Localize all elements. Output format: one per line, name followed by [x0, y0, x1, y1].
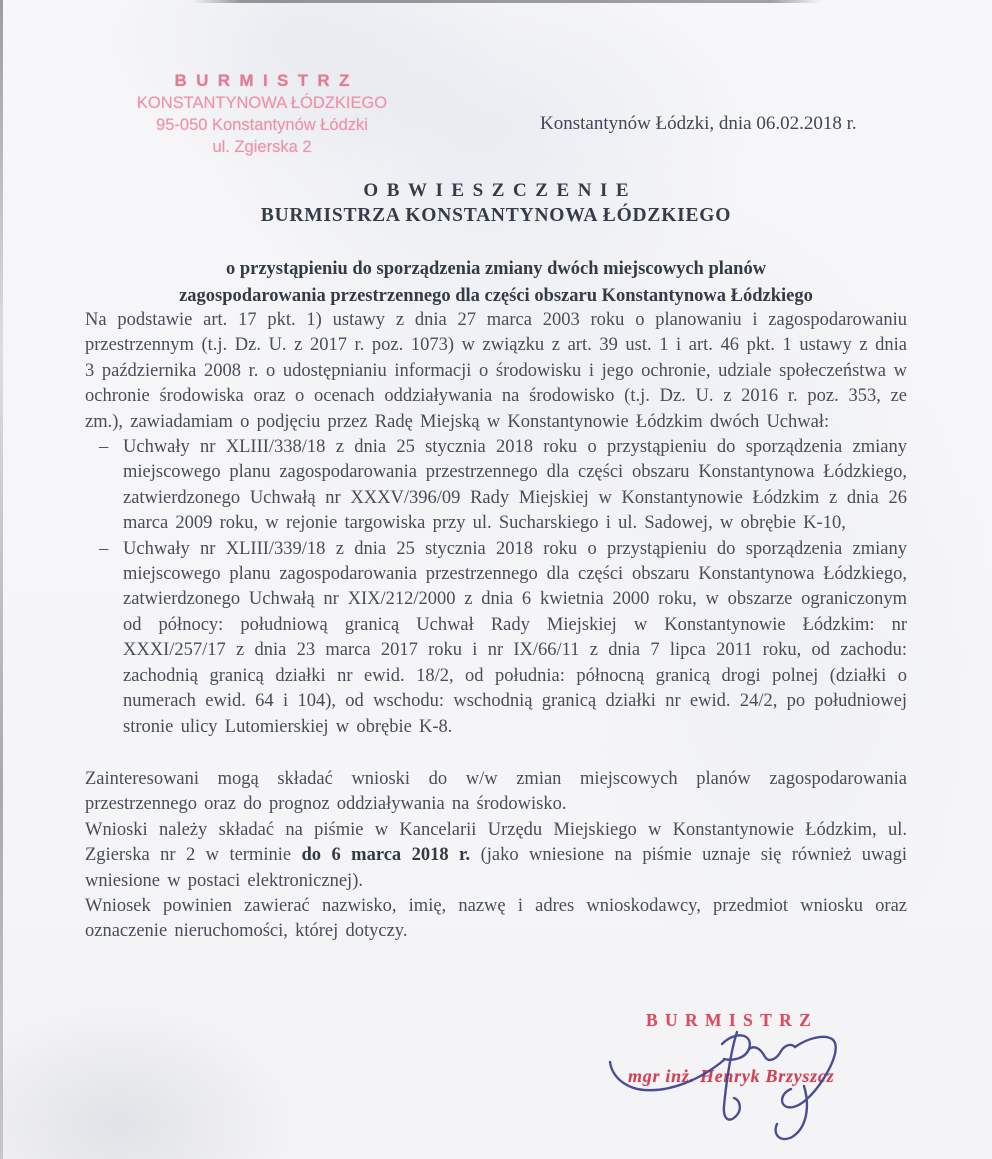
resolution-item-1-text: Uchwały nr XLIII/338/18 z dnia 25 stycznia 2018 roku o przystąpieniu do sporządzenia zmiany miejscowego planu zagospodarowania przestrzennego dla części obszaru Konstantynowa Łódzkiego, zatwierdzonego Uchwałą nr XXXV/396/09 Rady Miejskiej w Konstantynowie Łódzkim z dnia 26 marca 2009 roku, w rejonie targowiska przy ul. Sucharskiego i ul. Sadowej, w obrębie K-10,: [123, 437, 907, 534]
resolution-item-2: [85, 537, 907, 740]
closing-paragraph-3: Wniosek powinien zawierać nazwisko, imię, nazwę i adres wnioskodawcy, przedmiot wniosku oraz oznaczenie nieruchomości, której dotyczy.: [85, 895, 907, 942]
closing-paragraph-2: [85, 818, 907, 894]
paragraph-spacer: [85, 740, 907, 767]
scan-edge-artifact-top: [192, 0, 822, 3]
document-subject: [0, 256, 992, 310]
signatory-name-stamp: mgr inż. Henryk Brzyszcz: [628, 1066, 835, 1086]
sender-office-stamp: [112, 70, 412, 158]
subject-line-2: zagospodarowania przestrzennego dla części obszaru Konstantynowa Łódzkiego: [179, 286, 813, 306]
subject-line-1: o przystąpieniu do sporządzenia zmiany dwóch miejscowych planów: [225, 259, 767, 279]
resolution-item-2-text: Uchwały nr XLIII/339/18 z dnia 25 stycznia 2018 roku o przystąpieniu do sporządzenia zmiany miejscowego planu zagospodarowania przestrzennego dla części obszaru Konstantynowa Łódzkiego, zatwierdzonego Uchwałą nr XIX/212/2000 z dnia 6 kwietnia 2000 roku, w obszarze ograniczonym od północy: południową granicą Uchwał Rady Miejskiej w Konstantynowie Łódzkim: nr XXXI/257/17 z dnia 23 marca 2017 roku i nr IX/66/11 z dnia 7 lipca 2011 roku, od zachodu: zachodnią granicą działki nr ewid. 18/2, od południa: północną granicą drogi polnej (działki o numerach ewid. 64 i 104), od wschodu: wschodnią granicą działki nr ewid. 24/2, po południowej stronie ulicy Lutomierskiej w obrębie K-8.: [123, 538, 907, 737]
dash-bullet-marker: –: [99, 538, 109, 559]
document-title-issuer: BURMISTRZA KONSTANTYNOWA ŁÓDZKIEGO: [260, 205, 732, 226]
intro-paragraph: Na podstawie art. 17 pkt. 1) ustawy z dnia 27 marca 2003 roku o planowaniu i zagospodarowaniu przestrzennym (t.j. Dz. U. z 2017 r. poz. 1073) w związku z art. 39 ust. 1 i art. 46 pkt. 1 ustawy z dnia 3 października 2008 r. o udostępnianiu informacji o środowisku i jego ochronie, udziale społeczeństwa w ochronie środowiska oraz o ocenach oddziaływania na środowisko (t.j. Dz. U. z 2016 r. poz. 353, ze zm.), zawiadamiam o podjęciu przez Radę Miejską w Konstantynowie Łódzkim dwóch Uchwał:: [85, 310, 907, 432]
stamp-postal-address: 95-050 Konstantynów Łódzki: [156, 116, 368, 134]
document-title: OBWIESZCZENIE: [363, 180, 638, 201]
deadline-date: do 6 marca 2018 r.: [301, 845, 471, 866]
dash-bullet-marker: –: [99, 437, 109, 458]
stamp-office-title: BURMISTRZ: [174, 71, 359, 90]
stamp-office-name: KONSTANTYNOWA ŁÓDZKIEGO: [136, 94, 388, 112]
document-body: [85, 308, 907, 945]
place-and-date-line: Konstantynów Łódzki, dnia 06.02.2018 r.: [540, 113, 857, 134]
closing-2-post: (jako wniesione na piśmie uznaje się również uwagi wniesione w postaci elektronicznej).: [85, 845, 907, 891]
scan-edge-artifact-left: [0, 0, 3, 1159]
resolution-item-1: [85, 435, 907, 537]
stamp-street-address: ul. Zgierska 2: [212, 138, 312, 156]
handwritten-signature-ink: [596, 1026, 856, 1156]
closing-paragraph-1: Zainteresowani mogą składać wnioski do w/w zmian miejscowych planów zagospodarowania przestrzennego oraz do prognoz oddziaływania na środowisko.: [85, 768, 907, 815]
signature-role-stamp: BURMISTRZ: [646, 1010, 819, 1030]
closing-2-pre: Wnioski należy składać na piśmie w Kancelarii Urzędu Miejskiego w Konstantynowie Łódzkim, ul. Zgierska nr 2 w terminie: [85, 819, 907, 866]
